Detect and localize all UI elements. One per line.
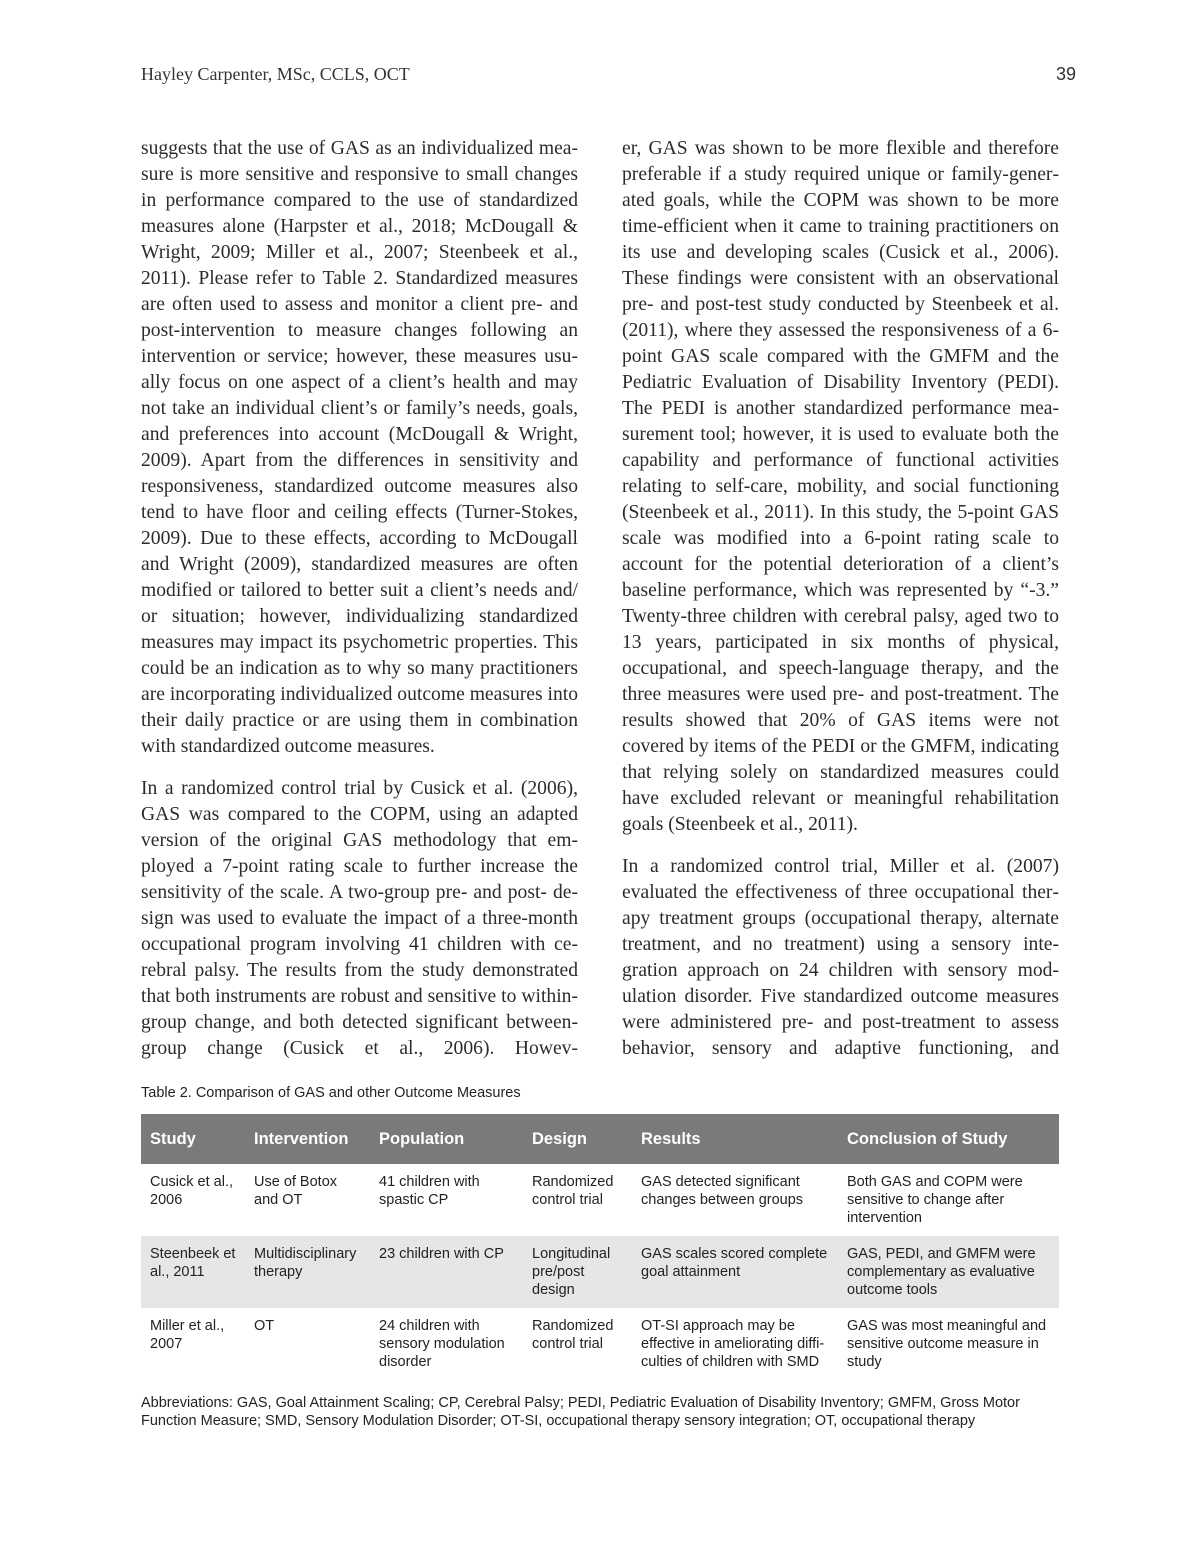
table-cell: Multidisciplinary therapy [245,1236,370,1308]
table-row [141,1308,1059,1380]
table-cell: GAS was most meaningful and sensitive outcome measure in study [847,1318,1047,1370]
column-header-design: Design [523,1114,632,1164]
table-cell: GAS scales scored complete goal attainment [632,1236,838,1308]
table-cell: Both GAS and COPM were sensitive to change after intervention [847,1174,1023,1226]
table-cell: 41 children with spastic CP [379,1174,480,1208]
table-row [141,1164,1059,1236]
column-header-conclusion: Conclusion of Study [838,1114,1059,1164]
table-caption: Table 2. Comparison of GAS and other Outcome Measures [141,1085,521,1101]
page-number: 39 [1055,64,1076,84]
column-header-study: Study [141,1114,245,1164]
table-cell: OT [254,1318,275,1334]
table-cell: 24 children with sensory modulation disorder [379,1318,505,1370]
table-cell: Randomized control trial [532,1174,614,1208]
table-cell: Steenbeek et al., 2011 [141,1236,245,1308]
table-cell: Longitudinal pre/post design [523,1236,632,1308]
table-cell: Cusick et al., 2006 [150,1174,233,1208]
running-header-author: Hayley Carpenter, MSc, CCLS, OCT [141,64,410,84]
column-header-population: Population [370,1114,523,1164]
table-cell: Use of Botox and OT [254,1174,338,1208]
table-cell: GAS, PEDI, and GMFM were complementary as evaluative outcome tools [838,1236,1059,1308]
left-paragraph-1: suggests that the use of GAS as an individualized measure is more sensitive and responsive to small changes in performance compared to the use of standardized measures alone (Harpster et al., 2018; McDougall & Wright, 2009; Miller et al., 2007; Steenbeek et al., 2011). Please refer to Table 2. Standardized measures are often used to assess and monitor a client pre- and post-intervention to measure changes following an intervention or service; however, these measures usually focus on one aspect of a client’s health and may not take an individual client’s or family’s needs, goals, and preferences into account (McDougall & Wright, 2009). Apart from the differences in sensitivity and responsiveness, standardized outcome measures also tend to have floor and ceiling effects (Turner-Stokes, 2009). Due to these effects, according to McDougall and Wright (2009), standardized measures are often modified or tailored to better suit a client’s needs and/ or situation; however, individualizing standardized measures may impact its psychometric properties. This could be an indication as to why so many practitioners are incorporating individualized outcome measures into their daily practice or are using them in combination with standardized outcome measures. [141,138,578,757]
table-cell: Miller et al., 2007 [150,1318,225,1352]
table-row [141,1236,1059,1308]
table-cell: Randomized control trial [532,1318,614,1352]
table-abbreviations-note: Abbreviations: GAS, Goal Attainment Scaling; CP, Cerebral Palsy; PEDI, Pediatric Evaluation of Disability Inventory; GMFM, Gross Motor Function Measure; SMD, Sensory Modulation Disorder; OT-SI, occupational therapy sensory integration; OT, occupational therapy [141,1395,1020,1429]
table-cell: 23 children with CP [370,1236,523,1308]
right-column [622,136,1059,1078]
right-paragraph-1: er, GAS was shown to be more flexible and therefore preferable if a study required unique or family-generated goals, while the COPM was shown to be more time-efficient when it came to training practitioners on its use and developing scales (Cusick et al., 2006). These findings were consistent with an observational pre- and post-test study conducted by Steenbeek et al. (2011), where they assessed the responsiveness of a 6-point GAS scale compared with the GMFM and the Pediatric Evaluation of Disability Inventory (PEDI). The PEDI is another standardized performance measurement tool; however, it is used to evaluate both the capability and performance of functional activities relating to self-care, mobility, and social functioning (Steenbeek et al., 2011). In this study, the 5-point GAS scale was modified into a 6-point rating scale to account for the potential deterioration of a client’s baseline performance, which was represented by “-3.” Twenty-three children with cerebral palsy, aged two to 13 years, participated in six months of physical, occupational, and speech-language therapy, and the three measures were used pre- and post-treatment. The results showed that 20% of GAS items were not covered by items of the PEDI or the GMFM, indicating that relying solely on standardized measures could have excluded relevant or meaningful rehabilitation goals (Steenbeek et al., 2011). [622,138,1059,835]
comparison-table [141,1114,1059,1380]
left-paragraph-2: In a randomized control trial by Cusick et al. (2006), GAS was compared to the COPM, using an adapted version of the original GAS methodology that employed a 7-point rating scale to further increase the sensitivity of the scale. A two-group pre- and post- design was used to evaluate the impact of a three-month occupational program involving 41 children with cerebral palsy. The results from the study demonstrated that both instruments are robust and sensitive to within-group change, and both detected significant between-group change (Cusick et al., 2006). Howev- [141,778,578,1059]
right-paragraph-2: In a randomized control trial, Miller et al. (2007) evaluated the effectiveness of three occupational therapy treatment groups (occupational therapy, alternate treatment, and no treatment) using a sensory integration approach on 24 children with sensory modulation disorder. Five standardized outcome measures were administered pre- and post-treatment to assess behavior, sensory and adaptive functioning, and [622,856,1059,1059]
table-cell: OT-SI approach may be effective in ameliorating difficulties of children with SMD [641,1318,825,1370]
column-header-results: Results [632,1114,838,1164]
table-header-row [141,1114,1059,1164]
left-column [141,136,578,1078]
column-header-intervention: Intervention [245,1114,370,1164]
table-cell: GAS detected significant changes between groups [641,1174,804,1208]
